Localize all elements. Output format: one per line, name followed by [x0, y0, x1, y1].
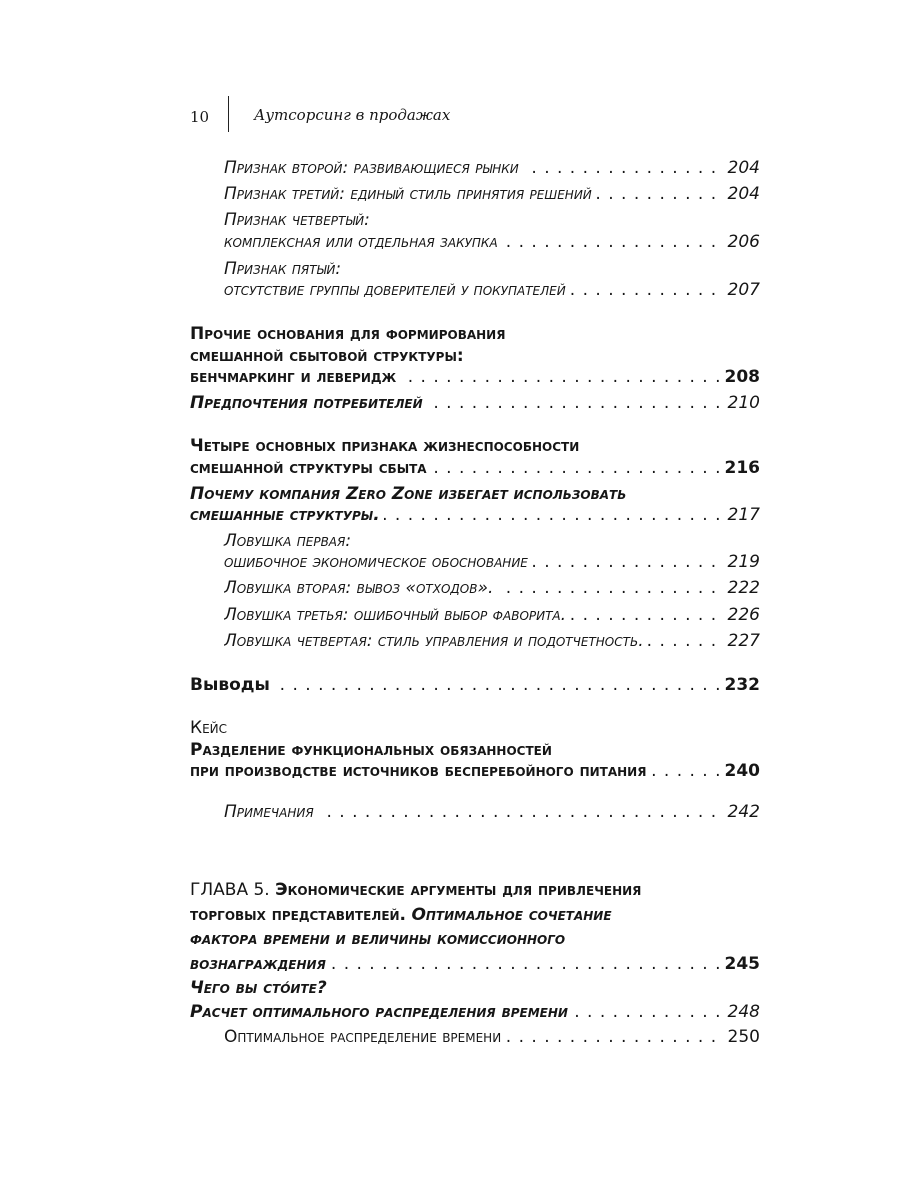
toc-entry — [190, 999, 760, 1025]
chapter-label: ГЛАВА 5. — [190, 880, 270, 900]
toc-entry — [190, 758, 760, 784]
toc-entry — [224, 1024, 760, 1050]
toc-entry — [190, 502, 760, 528]
toc-entry-title: Ловушка третья: ошибочный выбор фаворита. — [224, 605, 570, 625]
toc-entry-page: 242 — [722, 799, 760, 825]
toc-entry-title: отсутствие группы доверителей у покупателей — [224, 280, 570, 300]
toc-entry — [190, 951, 760, 977]
toc-entry — [224, 229, 760, 255]
chapter-subtitle-line: фактора времени и величины комиссионного — [190, 929, 566, 949]
toc-entry — [190, 455, 760, 481]
toc-entry-page: 248 — [722, 999, 760, 1025]
toc-entry-page: 222 — [722, 575, 760, 601]
toc-entry-title-line: Разделение функциональных обязанностей — [190, 740, 552, 760]
chapter-title-line — [190, 877, 760, 903]
toc-entry-title-line: Признак пятый: — [224, 259, 342, 279]
toc-entry-page: 217 — [722, 502, 760, 528]
toc-entry-title-line: Чего вы сто́ите? — [190, 978, 327, 998]
toc-entry — [190, 390, 760, 416]
toc-entry — [224, 628, 760, 654]
toc-entry-title: Признак третий: единый стиль принятия решений — [224, 184, 596, 204]
toc-entry-page: 204 — [722, 181, 760, 207]
toc-entry-title: Ловушка вторая: вывоз «отходов». — [224, 578, 497, 598]
toc-entry-title: ошибочное экономическое обоснование — [224, 552, 532, 572]
toc-entry — [224, 799, 760, 825]
page-number: 10 — [190, 108, 210, 126]
toc-entry-title: Оптимальное распределение времени — [224, 1027, 505, 1047]
running-title: Аутсорсинг в продажах — [254, 106, 451, 124]
chapter-subtitle: Оптимальное сочетание — [411, 905, 612, 925]
toc-entry-title-line: Прочие основания для формирования — [190, 324, 506, 344]
toc-entry — [224, 181, 760, 207]
toc-entry-title: Признак второй: развивающиеся рынки — [224, 158, 523, 178]
toc-entry-page: 206 — [722, 229, 760, 255]
toc-entry-title-line: Ловушка первая: — [224, 531, 352, 551]
toc-entry — [224, 155, 760, 181]
toc-entry-title: при производстве источников бесперебойного питания — [190, 761, 650, 781]
toc-entry-title: Примечания — [224, 802, 318, 822]
toc-entry-title-line: Четыре основных признака жизнеспособности — [190, 436, 580, 456]
toc-entry-page: 226 — [722, 602, 760, 628]
toc-entry-title-line: Признак четвертый: — [224, 210, 370, 230]
page-header — [190, 96, 750, 132]
toc-entry — [224, 277, 760, 303]
toc-entry-page: 216 — [719, 455, 761, 481]
toc-entry-title-line: смешанной сбытовой структуры: — [190, 346, 464, 366]
toc-entry-page: 232 — [719, 672, 761, 698]
toc-entry-title: вознаграждения — [190, 954, 330, 974]
toc-entry-page: 245 — [719, 951, 761, 977]
toc-entry-page: 219 — [722, 549, 760, 575]
toc-entry-title: Расчет оптимального распределения времени — [190, 1002, 572, 1022]
toc-entry-title: комплексная или отдельная закупка — [224, 232, 502, 252]
toc-entry-page: 210 — [722, 390, 760, 416]
toc-entry — [224, 575, 760, 601]
toc-entry — [190, 364, 760, 390]
toc-entry-title: смешанной структуры сбыта — [190, 458, 431, 478]
toc-entry-page: 227 — [722, 628, 760, 654]
toc-section-label: Кейс — [190, 718, 228, 738]
toc-entry-title: смешанные структуры. — [190, 505, 384, 525]
toc-entry-title-line: Почему компания Zero Zone избегает использовать — [190, 484, 627, 504]
toc-entry-page: 240 — [719, 758, 761, 784]
toc-entry — [224, 602, 760, 628]
toc-entry-title: Выводы — [190, 675, 274, 695]
toc-entry-title: бенчмаркинг и леверидж — [190, 367, 400, 387]
chapter-title-bold: Экономические аргументы для привлечения — [275, 880, 642, 900]
chapter-title-line — [190, 902, 760, 928]
toc-entry — [224, 549, 760, 575]
toc-entry-title: Ловушка четвертая: стиль управления и подотчетность. — [224, 631, 648, 651]
toc-entry-page: 208 — [719, 364, 761, 390]
toc-entry-title: Предпочтения потребителей — [190, 393, 427, 413]
toc-entry-page: 204 — [722, 155, 760, 181]
header-divider — [228, 96, 229, 132]
toc-entry-page: 207 — [722, 277, 760, 303]
toc-entry — [190, 672, 760, 698]
chapter-title-bold: торговых представителей. — [190, 905, 407, 925]
toc-entry-page: 250 — [722, 1024, 760, 1050]
